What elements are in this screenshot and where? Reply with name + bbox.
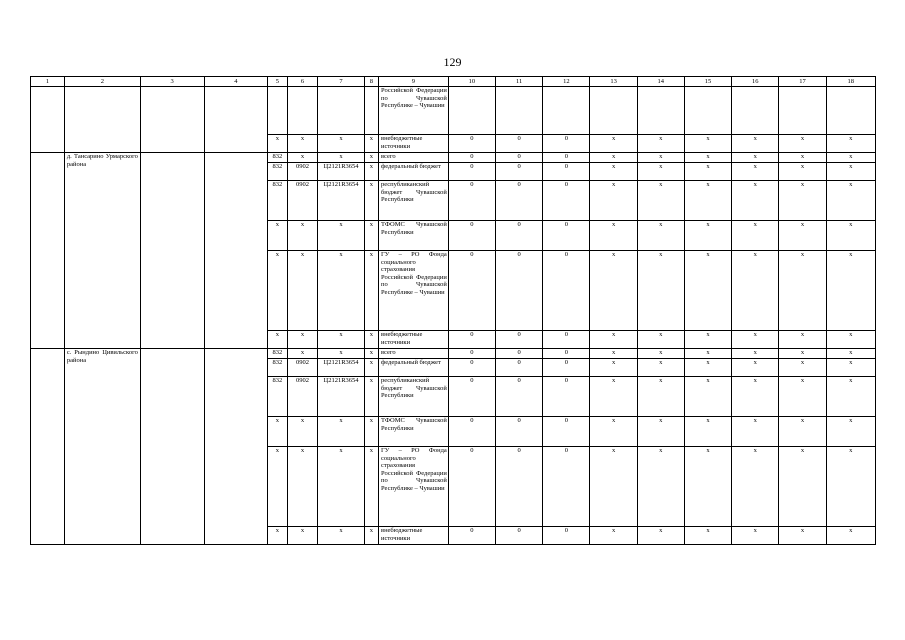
value-col-14: x bbox=[637, 527, 684, 545]
section-code: 0902 bbox=[287, 163, 318, 181]
value-col-13: x bbox=[590, 221, 637, 251]
expense-type-code: x bbox=[364, 417, 378, 447]
column-number-15: 15 bbox=[684, 77, 731, 87]
section-code: x bbox=[287, 349, 318, 359]
value-col-15: x bbox=[684, 331, 731, 349]
expense-type-code: x bbox=[364, 447, 378, 527]
value-col-10: 0 bbox=[448, 135, 495, 153]
value-col-17: x bbox=[779, 349, 826, 359]
section-code: 0902 bbox=[287, 359, 318, 377]
value-col-11: 0 bbox=[496, 417, 543, 447]
grbs-code: x bbox=[268, 331, 288, 349]
value-col-16: x bbox=[732, 447, 779, 527]
value-col-15: x bbox=[684, 417, 731, 447]
target-article-code: x bbox=[318, 349, 364, 359]
value-col-18: x bbox=[826, 135, 875, 153]
value-col-17: x bbox=[779, 163, 826, 181]
value-col-13: x bbox=[590, 377, 637, 417]
value-col-16: x bbox=[732, 349, 779, 359]
value-col-17: x bbox=[779, 359, 826, 377]
value-col-16: x bbox=[732, 221, 779, 251]
value-col-14: x bbox=[637, 251, 684, 331]
value-col-18: x bbox=[826, 221, 875, 251]
target-article-code: x bbox=[318, 221, 364, 251]
grbs-code: 832 bbox=[268, 181, 288, 221]
grbs-code: x bbox=[268, 527, 288, 545]
funding-source: ГУ – РО Фонда социального страхования Российской Федерации по Чувашской Республике – Чувашии bbox=[379, 251, 449, 331]
value-col-14: x bbox=[637, 153, 684, 163]
column-number-4: 4 bbox=[204, 77, 268, 87]
value-col-18: x bbox=[826, 153, 875, 163]
value-col-11: 0 bbox=[496, 135, 543, 153]
column-number-14: 14 bbox=[637, 77, 684, 87]
expense-type-code: x bbox=[364, 349, 378, 359]
value-col-18: x bbox=[826, 181, 875, 221]
value-col-10: 0 bbox=[448, 359, 495, 377]
value-col-16: x bbox=[732, 163, 779, 181]
value-col-13: x bbox=[590, 527, 637, 545]
column-number-2: 2 bbox=[64, 77, 140, 87]
grbs-code: x bbox=[268, 135, 288, 153]
value-col-18: x bbox=[826, 527, 875, 545]
value-col-15 bbox=[684, 87, 731, 135]
value-col-18: x bbox=[826, 359, 875, 377]
value-col-15: x bbox=[684, 163, 731, 181]
expense-type-code: x bbox=[364, 331, 378, 349]
column-number-17: 17 bbox=[779, 77, 826, 87]
funding-source: всего bbox=[379, 349, 449, 359]
value-col-11: 0 bbox=[496, 331, 543, 349]
value-col-16: x bbox=[732, 181, 779, 221]
value-col-17: x bbox=[779, 447, 826, 527]
value-col-15: x bbox=[684, 153, 731, 163]
funding-source: всего bbox=[379, 153, 449, 163]
value-col-10: 0 bbox=[448, 251, 495, 331]
section-code: x bbox=[287, 221, 318, 251]
grbs-code: 832 bbox=[268, 377, 288, 417]
value-col-17: x bbox=[779, 153, 826, 163]
expense-type-code: x bbox=[364, 221, 378, 251]
funding-source: внебюджетные источники bbox=[379, 527, 449, 545]
value-col-13: x bbox=[590, 359, 637, 377]
settlement-name: д. Тансарино Урмарского района bbox=[64, 153, 140, 349]
value-col-13: x bbox=[590, 349, 637, 359]
row-number-cell bbox=[31, 87, 65, 153]
value-col-13: x bbox=[590, 251, 637, 331]
grbs-code: 832 bbox=[268, 349, 288, 359]
value-col-14: x bbox=[637, 135, 684, 153]
column-number-13: 13 bbox=[590, 77, 637, 87]
value-col-12: 0 bbox=[543, 349, 590, 359]
column-number-7: 7 bbox=[318, 77, 364, 87]
value-col-11: 0 bbox=[496, 377, 543, 417]
expense-type-code bbox=[364, 87, 378, 135]
section-code: 0902 bbox=[287, 377, 318, 417]
funding-source: ТФОМС Чувашской Республики bbox=[379, 417, 449, 447]
target-article-code: Ц2121R3654 bbox=[318, 163, 364, 181]
value-col-18: x bbox=[826, 447, 875, 527]
target-article-code: x bbox=[318, 527, 364, 545]
value-col-14: x bbox=[637, 181, 684, 221]
target-article-code: x bbox=[318, 447, 364, 527]
value-col-16 bbox=[732, 87, 779, 135]
section-code: x bbox=[287, 527, 318, 545]
value-col-18: x bbox=[826, 163, 875, 181]
column-3-cell bbox=[140, 349, 204, 545]
value-col-10: 0 bbox=[448, 349, 495, 359]
section-code: 0902 bbox=[287, 181, 318, 221]
value-col-16: x bbox=[732, 377, 779, 417]
value-col-15: x bbox=[684, 251, 731, 331]
value-col-17: x bbox=[779, 377, 826, 417]
value-col-18: x bbox=[826, 251, 875, 331]
value-col-12: 0 bbox=[543, 377, 590, 417]
value-col-18: x bbox=[826, 349, 875, 359]
value-col-17: x bbox=[779, 251, 826, 331]
value-col-12: 0 bbox=[543, 251, 590, 331]
value-col-10: 0 bbox=[448, 417, 495, 447]
value-col-12: 0 bbox=[543, 135, 590, 153]
value-col-13: x bbox=[590, 153, 637, 163]
column-number-row bbox=[31, 77, 876, 87]
column-number-3: 3 bbox=[140, 77, 204, 87]
settlement-name bbox=[64, 87, 140, 153]
value-col-15: x bbox=[684, 527, 731, 545]
value-col-15: x bbox=[684, 349, 731, 359]
expense-type-code: x bbox=[364, 181, 378, 221]
column-number-6: 6 bbox=[287, 77, 318, 87]
value-col-12: 0 bbox=[543, 527, 590, 545]
value-col-17: x bbox=[779, 181, 826, 221]
value-col-17: x bbox=[779, 221, 826, 251]
value-col-18: x bbox=[826, 377, 875, 417]
value-col-17: x bbox=[779, 417, 826, 447]
value-col-11: 0 bbox=[496, 359, 543, 377]
target-article-code: x bbox=[318, 331, 364, 349]
value-col-13: x bbox=[590, 135, 637, 153]
target-article-code: x bbox=[318, 135, 364, 153]
value-col-16: x bbox=[732, 527, 779, 545]
value-col-14: x bbox=[637, 417, 684, 447]
column-3-cell bbox=[140, 153, 204, 349]
section-code: x bbox=[287, 331, 318, 349]
value-col-12: 0 bbox=[543, 153, 590, 163]
value-col-14: x bbox=[637, 163, 684, 181]
value-col-13 bbox=[590, 87, 637, 135]
value-col-11: 0 bbox=[496, 153, 543, 163]
value-col-12: 0 bbox=[543, 331, 590, 349]
funding-source: внебюджетные источники bbox=[379, 135, 449, 153]
value-col-14: x bbox=[637, 377, 684, 417]
value-col-12: 0 bbox=[543, 163, 590, 181]
expense-type-code: x bbox=[364, 153, 378, 163]
value-col-13: x bbox=[590, 181, 637, 221]
value-col-18 bbox=[826, 87, 875, 135]
value-col-18: x bbox=[826, 417, 875, 447]
table-body bbox=[31, 77, 876, 545]
value-col-14: x bbox=[637, 331, 684, 349]
target-article-code: x bbox=[318, 251, 364, 331]
value-col-16: x bbox=[732, 251, 779, 331]
grbs-code bbox=[268, 87, 288, 135]
column-number-12: 12 bbox=[543, 77, 590, 87]
value-col-10: 0 bbox=[448, 221, 495, 251]
value-col-15: x bbox=[684, 221, 731, 251]
value-col-15: x bbox=[684, 135, 731, 153]
funding-source: федеральный бюджет bbox=[379, 359, 449, 377]
section-code: x bbox=[287, 417, 318, 447]
value-col-14: x bbox=[637, 349, 684, 359]
column-4-cell bbox=[204, 87, 268, 153]
value-col-10: 0 bbox=[448, 447, 495, 527]
expense-type-code: x bbox=[364, 163, 378, 181]
target-article-code: x bbox=[318, 417, 364, 447]
value-col-11: 0 bbox=[496, 163, 543, 181]
column-3-cell bbox=[140, 87, 204, 153]
value-col-16: x bbox=[732, 153, 779, 163]
value-col-17: x bbox=[779, 331, 826, 349]
grbs-code: 832 bbox=[268, 163, 288, 181]
value-col-15: x bbox=[684, 447, 731, 527]
value-col-16: x bbox=[732, 135, 779, 153]
funding-source: республиканский бюджет Чувашской Республики bbox=[379, 377, 449, 417]
funding-source: ТФОМС Чувашской Республики bbox=[379, 221, 449, 251]
column-number-5: 5 bbox=[268, 77, 288, 87]
grbs-code: x bbox=[268, 251, 288, 331]
value-col-15: x bbox=[684, 181, 731, 221]
section-code: x bbox=[287, 251, 318, 331]
section-code: x bbox=[287, 447, 318, 527]
section-code: x bbox=[287, 153, 318, 163]
value-col-14: x bbox=[637, 447, 684, 527]
funding-table bbox=[30, 76, 876, 545]
table-row bbox=[31, 87, 876, 135]
value-col-18: x bbox=[826, 331, 875, 349]
column-number-16: 16 bbox=[732, 77, 779, 87]
grbs-code: x bbox=[268, 417, 288, 447]
settlement-name: с. Рындино Цивильского района bbox=[64, 349, 140, 545]
value-col-11: 0 bbox=[496, 251, 543, 331]
value-col-12 bbox=[543, 87, 590, 135]
column-number-9: 9 bbox=[379, 77, 449, 87]
value-col-12: 0 bbox=[543, 447, 590, 527]
grbs-code: 832 bbox=[268, 153, 288, 163]
row-number-cell bbox=[31, 153, 65, 349]
expense-type-code: x bbox=[364, 135, 378, 153]
value-col-10: 0 bbox=[448, 153, 495, 163]
value-col-16: x bbox=[732, 331, 779, 349]
value-col-13: x bbox=[590, 447, 637, 527]
column-number-11: 11 bbox=[496, 77, 543, 87]
target-article-code: Ц2121R3654 bbox=[318, 377, 364, 417]
value-col-11: 0 bbox=[496, 221, 543, 251]
row-number-cell bbox=[31, 349, 65, 545]
target-article-code: x bbox=[318, 153, 364, 163]
grbs-code: x bbox=[268, 221, 288, 251]
value-col-17 bbox=[779, 87, 826, 135]
funding-source: ГУ – РО Фонда социального страхования Российской Федерации по Чувашской Республике – Чувашии bbox=[379, 447, 449, 527]
value-col-17: x bbox=[779, 135, 826, 153]
value-col-11: 0 bbox=[496, 349, 543, 359]
expense-type-code: x bbox=[364, 527, 378, 545]
value-col-14: x bbox=[637, 221, 684, 251]
section-code bbox=[287, 87, 318, 135]
funding-source: федеральный бюджет bbox=[379, 163, 449, 181]
table-row bbox=[31, 349, 876, 359]
column-number-18: 18 bbox=[826, 77, 875, 87]
value-col-10: 0 bbox=[448, 377, 495, 417]
value-col-11: 0 bbox=[496, 447, 543, 527]
value-col-11: 0 bbox=[496, 527, 543, 545]
value-col-11 bbox=[496, 87, 543, 135]
funding-source: внебюджетные источники bbox=[379, 331, 449, 349]
value-col-15: x bbox=[684, 359, 731, 377]
funding-source: республиканский бюджет Чувашской Республики bbox=[379, 181, 449, 221]
column-4-cell bbox=[204, 153, 268, 349]
grbs-code: x bbox=[268, 447, 288, 527]
expense-type-code: x bbox=[364, 377, 378, 417]
column-4-cell bbox=[204, 349, 268, 545]
value-col-10: 0 bbox=[448, 527, 495, 545]
value-col-10 bbox=[448, 87, 495, 135]
value-col-10: 0 bbox=[448, 163, 495, 181]
value-col-17: x bbox=[779, 527, 826, 545]
value-col-16: x bbox=[732, 417, 779, 447]
value-col-10: 0 bbox=[448, 181, 495, 221]
target-article-code: Ц2121R3654 bbox=[318, 359, 364, 377]
table-row bbox=[31, 153, 876, 163]
value-col-12: 0 bbox=[543, 359, 590, 377]
value-col-16: x bbox=[732, 359, 779, 377]
value-col-12: 0 bbox=[543, 417, 590, 447]
value-col-14 bbox=[637, 87, 684, 135]
column-number-1: 1 bbox=[31, 77, 65, 87]
value-col-10: 0 bbox=[448, 331, 495, 349]
grbs-code: 832 bbox=[268, 359, 288, 377]
value-col-15: x bbox=[684, 377, 731, 417]
target-article-code bbox=[318, 87, 364, 135]
column-number-10: 10 bbox=[448, 77, 495, 87]
expense-type-code: x bbox=[364, 359, 378, 377]
section-code: x bbox=[287, 135, 318, 153]
value-col-13: x bbox=[590, 163, 637, 181]
value-col-13: x bbox=[590, 331, 637, 349]
target-article-code: Ц2121R3654 bbox=[318, 181, 364, 221]
funding-source: Российской Федерации по Чувашской Республике – Чувашии bbox=[379, 87, 449, 135]
column-number-8: 8 bbox=[364, 77, 378, 87]
value-col-11: 0 bbox=[496, 181, 543, 221]
value-col-14: x bbox=[637, 359, 684, 377]
value-col-13: x bbox=[590, 417, 637, 447]
page-number: 129 bbox=[443, 55, 462, 69]
expense-type-code: x bbox=[364, 251, 378, 331]
value-col-12: 0 bbox=[543, 181, 590, 221]
value-col-12: 0 bbox=[543, 221, 590, 251]
